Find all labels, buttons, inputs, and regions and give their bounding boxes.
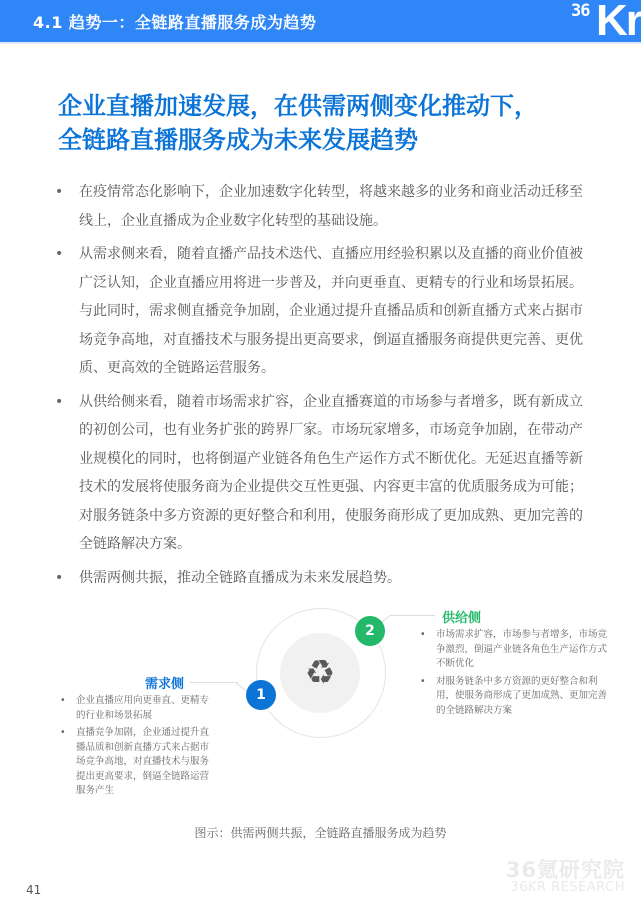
bullet-dot-icon: • xyxy=(60,695,66,706)
bullet-dot-icon: • xyxy=(55,393,64,410)
demand-item-text: 企业直播应用向更垂直、更精专的行业和场景拓展 xyxy=(76,695,210,721)
bullet-item xyxy=(55,388,595,559)
bullet-text: 供需两侧共振，推动全链路直播成为未来发展趋势。 xyxy=(79,569,401,586)
bullet-item xyxy=(55,178,595,235)
demand-side-title: 需求侧 xyxy=(145,677,185,692)
bullet-item xyxy=(55,240,595,383)
bullet-text: 在疫情常态化影响下，企业加速数字化转型，将越来越多的业务和商业活动迁移至线上，企业直播成为企业数字化转型的基础设施。 xyxy=(79,184,583,229)
bullet-text: 从需求侧来看，随着直播产品技术迭代、直播应用经验积累以及直播的商业价值被广泛认知，企业直播应用将进一步普及，并向更垂直、更精专的行业和场景拓展。与此同时，需求侧直播竞争加剧，企业通过提升直播品质和创新直播方式来占据市场竞争高地，对直播技术与服务提出更高要求，倒逼直播服务商提供更完善、更优质、更高效的全链路运营服务。 xyxy=(79,246,583,376)
recycle-icon: ♻ xyxy=(304,653,336,693)
heading-line-1: 企业直播加速发展，在供需两侧变化推动下， xyxy=(58,92,538,120)
supply-item xyxy=(420,675,610,719)
bullet-dot-icon: • xyxy=(420,675,426,687)
supply-item-text: 市场需求扩容，市场参与者增多，市场竞争激烈，倒逼产业链各角色生产运作方式不断优化 xyxy=(436,629,608,669)
header-bar xyxy=(0,0,641,44)
demand-list xyxy=(60,694,210,802)
watermark-chinese: 36氪研究院 xyxy=(505,858,625,882)
supply-connector-line xyxy=(390,615,435,616)
bullet-dot-icon: • xyxy=(55,246,64,262)
supply-side-title: 供给侧 xyxy=(442,611,482,626)
supply-item-text: 对服务链条中多方资源的更好整合和利用，使服务商形成了更加成熟、更加完善的全链路解决方案 xyxy=(436,675,608,716)
bullet-list xyxy=(55,178,595,597)
section-title: 4.1 趋势一：全链路直播服务成为趋势 xyxy=(33,13,317,32)
demand-badge: 1 xyxy=(246,680,276,710)
page-number: 41 xyxy=(26,883,42,897)
supply-demand-diagram xyxy=(0,590,641,820)
bullet-dot-icon: • xyxy=(55,569,64,586)
bullet-dot-icon: • xyxy=(420,629,426,640)
supply-item xyxy=(420,628,610,672)
logo-kr: Kr xyxy=(596,0,641,42)
demand-connector-diagonal xyxy=(235,682,246,692)
demand-connector-line xyxy=(190,682,238,683)
bullet-dot-icon: • xyxy=(55,184,64,200)
demand-item xyxy=(60,726,210,799)
supply-list xyxy=(420,628,610,721)
36kr-logo xyxy=(551,0,641,42)
supply-badge: 2 xyxy=(355,616,385,646)
page-heading xyxy=(58,89,618,157)
bullet-item xyxy=(55,564,595,593)
demand-item xyxy=(60,694,210,723)
bullet-dot-icon: • xyxy=(60,727,66,738)
logo-number: 36 xyxy=(571,1,590,21)
figure-caption: 图示：供需两侧共振，全链路直播服务成为趋势 xyxy=(194,826,447,840)
heading-line-2: 全链路直播服务成为未来发展趋势 xyxy=(58,126,418,154)
watermark-english: 36KR RESEARCH xyxy=(510,880,625,895)
bullet-text: 从供给侧来看，随着市场需求扩容，企业直播赛道的市场参与者增多，既有新成立的初创公司，也有业务扩张的跨界厂家。市场玩家增多，市场竞争加剧，在带动产业规模化的同时，也将倒逼产业链各角色生产运作方式不断优化。无延迟直播等新技术的发展将使服务商为企业提供交互性更强、内容更丰富的优质服务成为可能；对服务链条中多方资源的更好整合和利用，使服务商形成了更加成熟、更加完善的全链路解决方案。 xyxy=(79,393,583,552)
demand-item-text: 直播竞争加剧，企业通过提升直播品质和创新直播方式来占据市场竞争高地，对直播技术与服务提出更高要求，倒逼全链路运营服务产生 xyxy=(76,727,210,796)
